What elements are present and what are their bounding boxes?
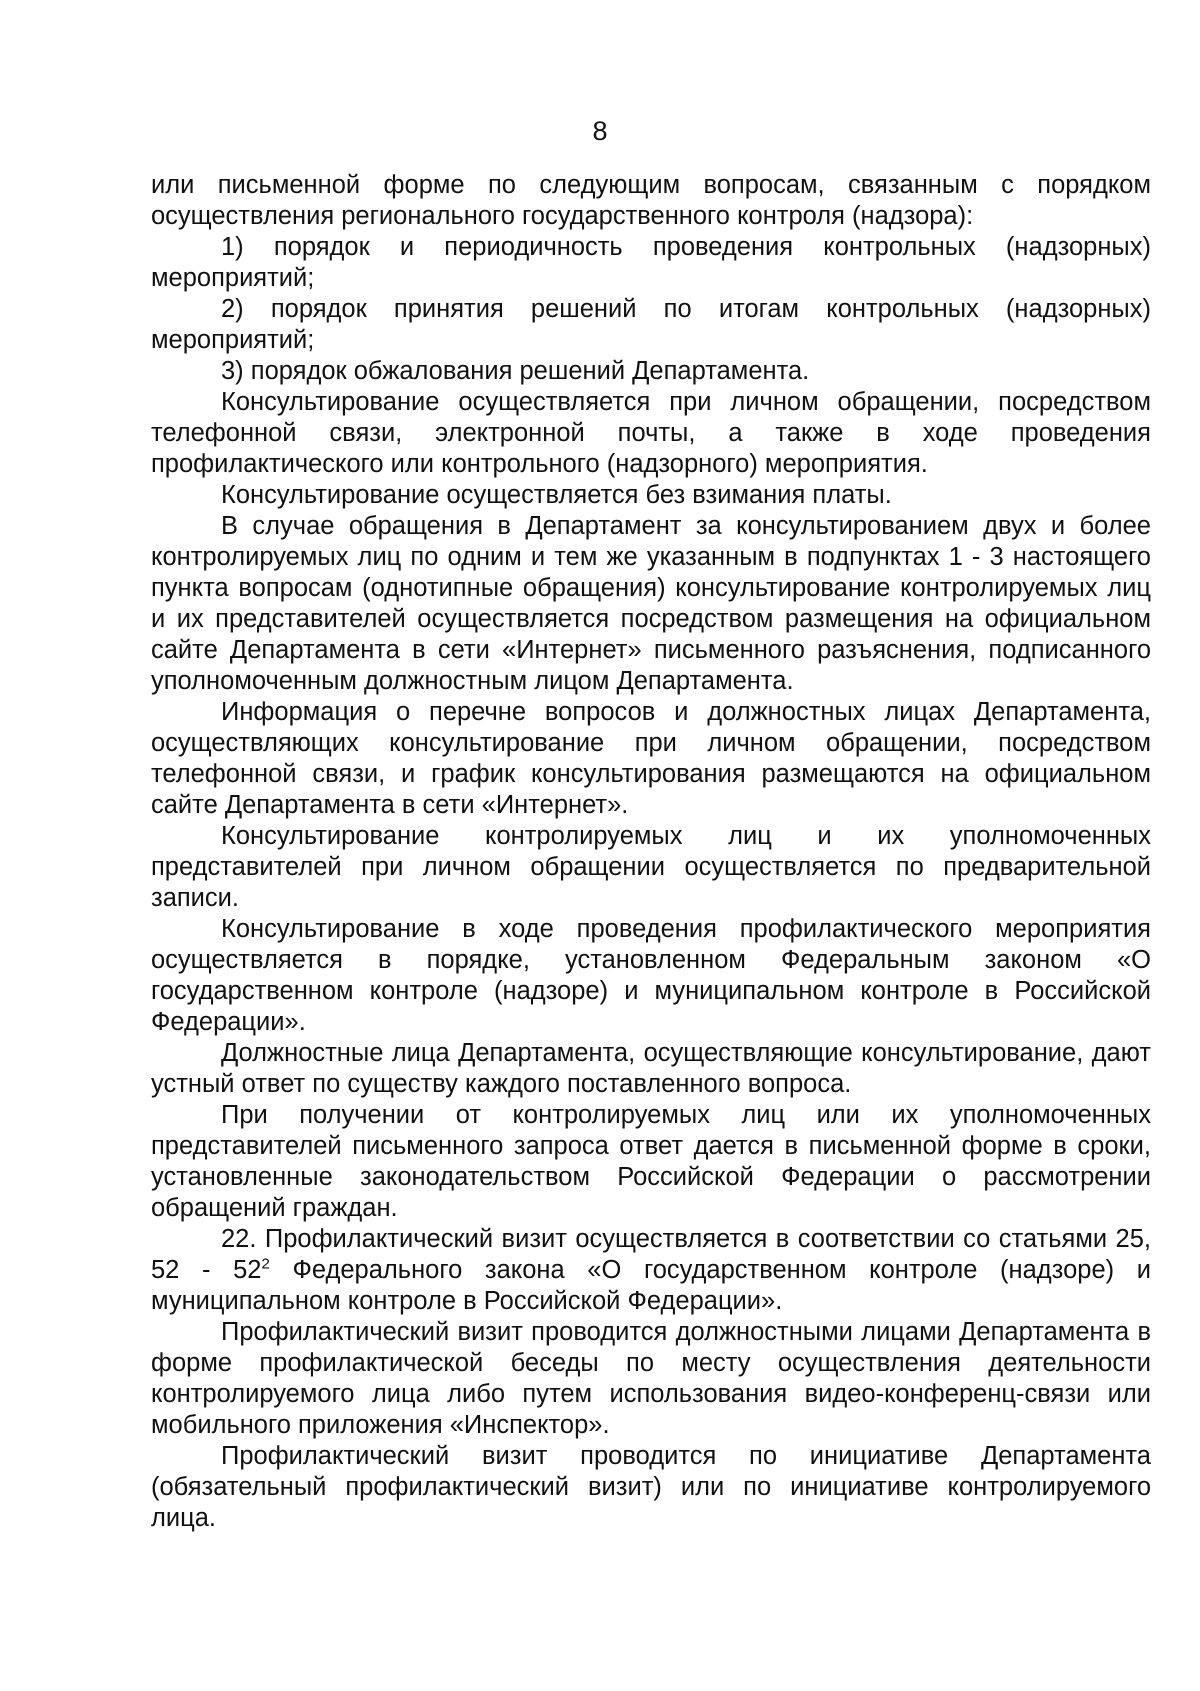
paragraph: Консультирование осуществляется без взимания платы. [221, 481, 892, 509]
paragraph: В случае обращения в Департамент за консультированием двух и более контролируемых лиц по одним и тем же указанным в подпунктах 1 - 3 настоящего пункта вопросам (однотипные обращения) консультирование контролируемых лиц и их представителей осуществляется посредством размещения на официальном сайте Департамента в сети «Интернет» письменного разъяснения, подписанного уполномоченным должностным лицом Департамента. [151, 512, 1151, 695]
page-number: 8 [592, 116, 608, 146]
paragraph: Консультирование контролируемых лиц и их уполномоченных представителей при личном обращении осуществляется по предварительной записи. [151, 822, 1151, 912]
paragraph: или письменной форме по следующим вопросам, связанным с порядком осуществления регионального государственного контроля (надзора): [151, 171, 1151, 230]
paragraph: Должностные лица Департамента, осуществляющие консультирование, дают устный ответ по существу каждого поставленного вопроса. [151, 1039, 1151, 1098]
paragraph: Консультирование осуществляется при личном обращении, посредством телефонной связи, электронной почты, а также в ходе проведения профилактического или контрольного (надзорного) мероприятия. [151, 388, 1151, 478]
paragraph: Информация о перечне вопросов и должностных лицах Департамента, осуществляющих консультирование при личном обращении, посредством телефонной связи, и график консультирования размещаются на официальном сайте Департамента в сети «Интернет». [151, 698, 1151, 819]
paragraph: При получении от контролируемых лиц или их уполномоченных представителей письменного запроса ответ дается в письменной форме в сроки, установленные законодательством Российской Федерации о рассмотрении обращений граждан. [151, 1101, 1151, 1222]
list-item: 3) порядок обжалования решений Департамента. [221, 357, 810, 385]
list-item: 1) порядок и периодичность проведения контрольных (надзорных) мероприятий; [151, 233, 1151, 292]
paragraph: Консультирование в ходе проведения профилактического мероприятия осуществляется в порядке, установленном Федеральным законом «О государственном контроле (надзоре) и муниципальном контроле в Российской Федерации». [151, 915, 1151, 1036]
document-body [151, 170, 1151, 1534]
paragraph-item-22 [151, 1224, 1151, 1317]
paragraph-text: 22. Профилактический визит осуществляется в соответствии со статьями 25, 52 - 52 [151, 1225, 1151, 1284]
superscript: 2 [261, 1255, 270, 1273]
paragraph-text: Федерального закона «О государственном контроле (надзоре) и муниципальном контроле в Российской Федерации». [151, 1256, 1152, 1315]
list-item: 2) порядок принятия решений по итогам контрольных (надзорных) мероприятий; [151, 295, 1151, 354]
paragraph: Профилактический визит проводится по инициативе Департамента (обязательный профилактический визит) или по инициативе контролируемого лица. [151, 1442, 1151, 1532]
paragraph: Профилактический визит проводится должностными лицами Департамента в форме профилактической беседы по месту осуществления деятельности контролируемого лица либо путем использования видео-конференц-связи или мобильного приложения «Инспектор». [151, 1318, 1151, 1439]
